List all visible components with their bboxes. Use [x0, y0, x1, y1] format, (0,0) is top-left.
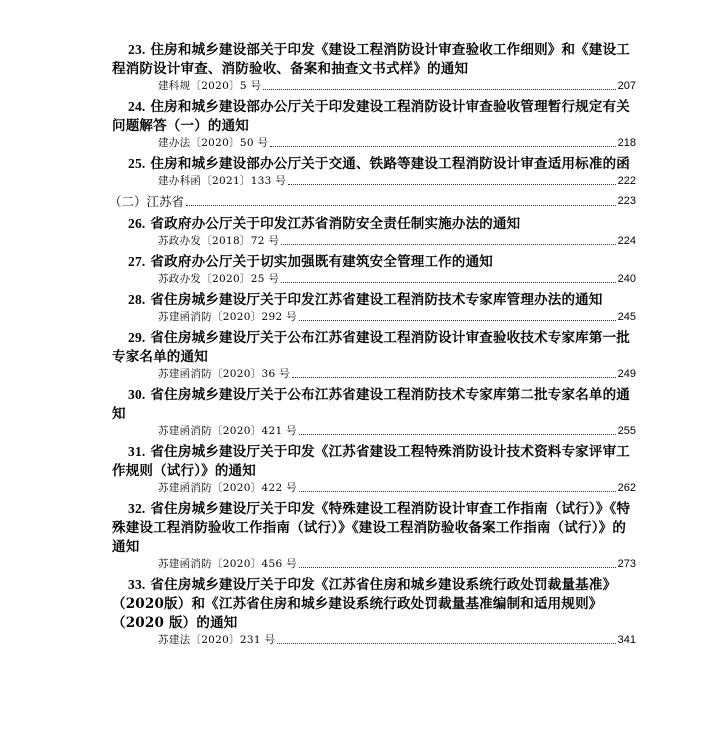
toc-doc-number: 苏建函消防〔2020〕36 号: [158, 368, 290, 380]
toc-doc-number: 苏建函消防〔2020〕422 号: [158, 482, 297, 494]
toc-entry-number: 23.: [128, 42, 146, 57]
toc-entry: [112, 40, 636, 94]
toc-entry: [112, 575, 636, 648]
toc-doc-line: [158, 272, 636, 287]
toc-doc-number: 建办科函〔2021〕133 号: [158, 175, 287, 187]
toc-entry-text: 省政府办公厅关于切实加强既有建筑安全管理工作的通知: [150, 254, 493, 270]
dot-leader: [281, 281, 616, 283]
toc-section-title: （二）江苏省: [109, 194, 185, 209]
toc-entry-number: 29.: [128, 330, 146, 345]
toc-entry-title: [112, 442, 636, 481]
toc-section-page-number: 223: [617, 195, 636, 207]
toc-doc-line: [158, 174, 636, 189]
toc-entry-title: [112, 154, 636, 174]
toc-entry-text: 省住房城乡建设厅关于印发《江苏省建设工程特殊消防设计技术资料专家评审工作规则（试行）》的通知: [112, 444, 630, 479]
toc-doc-number: 建科规〔2020〕5 号: [158, 80, 262, 92]
toc-entry: [112, 499, 636, 572]
toc-page-number: 255: [617, 425, 636, 437]
toc-entry-number: 25.: [128, 156, 146, 171]
toc-page-number: 341: [617, 634, 636, 646]
toc-doc-line: [158, 79, 636, 94]
toc-doc-line: [158, 633, 636, 648]
toc-entry-title: [112, 328, 636, 367]
toc-doc-number: 苏建函消防〔2020〕456 号: [158, 558, 297, 570]
toc-entry-number: 28.: [128, 292, 146, 307]
toc-entry-title: [112, 214, 636, 234]
toc-entry-title: [112, 290, 636, 310]
dot-leader: [299, 319, 616, 321]
toc-entry-text: 住房和城乡建设部关于印发《建设工程消防设计审查验收工作细则》和《建设工程消防设计审查、消防验收、备案和抽查文书式样》的通知: [112, 42, 630, 77]
toc-page-number: 245: [617, 311, 636, 323]
toc-entry-number: 26.: [128, 216, 146, 231]
toc-entry-title: [112, 499, 636, 557]
toc-doc-number: 苏建函消防〔2020〕292 号: [158, 311, 297, 323]
dot-leader: [299, 566, 616, 568]
dot-leader: [263, 88, 615, 90]
toc-doc-number: 建办法〔2020〕50 号: [158, 137, 269, 149]
toc-entry-text: 省住房城乡建设厅关于印发《特殊建设工程消防设计审查工作指南（试行）》《特殊建设工程消防验收工作指南（试行）》《建设工程消防验收备案工作指南（试行）》的通知: [112, 501, 631, 555]
toc-entry-text: 住房和城乡建设部办公厅关于印发建设工程消防设计审查验收管理暂行规定有关问题解答（一）的通知: [112, 99, 630, 134]
toc-doc-number: 苏建函消防〔2020〕421 号: [158, 425, 297, 437]
dot-leader: [288, 183, 616, 185]
toc-doc-line: [158, 234, 636, 249]
toc-page-number: 218: [617, 137, 636, 149]
toc-entry-text: 省政府办公厅关于印发江苏省消防安全责任制实施办法的通知: [150, 216, 521, 232]
toc-entry-title: [112, 575, 636, 633]
table-of-contents: [109, 40, 636, 651]
dot-leader: [270, 145, 615, 147]
toc-doc-line: [158, 557, 636, 572]
dot-leader: [299, 490, 616, 492]
toc-entry: [112, 154, 636, 189]
toc-entry-number: 31.: [128, 444, 146, 459]
toc-doc-line: [158, 310, 636, 325]
toc-entry: [112, 252, 636, 287]
toc-doc-number: 苏政办发〔2018〕72 号: [158, 235, 280, 247]
toc-section-heading: [109, 192, 636, 211]
toc-entry-text: 住房和城乡建设部办公厅关于交通、铁路等建设工程消防设计审查适用标准的函: [150, 156, 630, 172]
toc-doc-line: [158, 367, 636, 382]
toc-page-number: 262: [617, 482, 636, 494]
dot-leader: [186, 204, 616, 206]
toc-entry-title: [112, 252, 636, 272]
toc-page-number: 240: [617, 273, 636, 285]
toc-doc-line: [158, 136, 636, 151]
toc-entry-number: 30.: [128, 387, 146, 402]
toc-entry: [112, 214, 636, 249]
toc-page-number: 222: [617, 175, 636, 187]
toc-page-number: 249: [617, 368, 636, 380]
toc-entry-text: 省住房城乡建设厅关于公布江苏省建设工程消防技术专家库第二批专家名单的通知: [112, 387, 630, 422]
toc-entry-title: [112, 40, 636, 79]
toc-entry: [112, 328, 636, 382]
dot-leader: [281, 243, 616, 245]
toc-doc-number: 苏建法〔2020〕231 号: [158, 634, 276, 646]
toc-entry-text: 省住房城乡建设厅关于公布江苏省建设工程消防设计审查验收技术专家库第一批专家名单的通知: [112, 330, 630, 365]
toc-entry-number: 32.: [128, 501, 146, 516]
toc-entry-number: 24.: [128, 99, 146, 114]
toc-doc-number: 苏政办发〔2020〕25 号: [158, 273, 280, 285]
toc-page-number: 224: [617, 235, 636, 247]
toc-entry-number: 33.: [128, 577, 146, 592]
toc-entry-number: 27.: [128, 254, 146, 269]
toc-page-number: 207: [617, 80, 636, 92]
toc-entry-title: [112, 97, 636, 136]
toc-entry: [112, 442, 636, 496]
toc-entry-text: 省住房城乡建设厅关于印发《江苏省住房和城乡建设系统行政处罚裁量基准》（2020版）和《江苏省住房和城乡建设系统行政处罚裁量基准编制和适用规则》（2020 版）的通知: [112, 577, 617, 631]
toc-entry: [112, 290, 636, 325]
dot-leader: [299, 433, 616, 435]
toc-entry: [112, 385, 636, 439]
dot-leader: [292, 376, 616, 378]
toc-entry-title: [112, 385, 636, 424]
toc-entry: [112, 97, 636, 151]
toc-page-number: 273: [617, 558, 636, 570]
toc-doc-line: [158, 424, 636, 439]
toc-entry-text: 省住房城乡建设厅关于印发江苏省建设工程消防技术专家库管理办法的通知: [150, 292, 603, 308]
dot-leader: [277, 642, 615, 644]
toc-doc-line: [158, 481, 636, 496]
